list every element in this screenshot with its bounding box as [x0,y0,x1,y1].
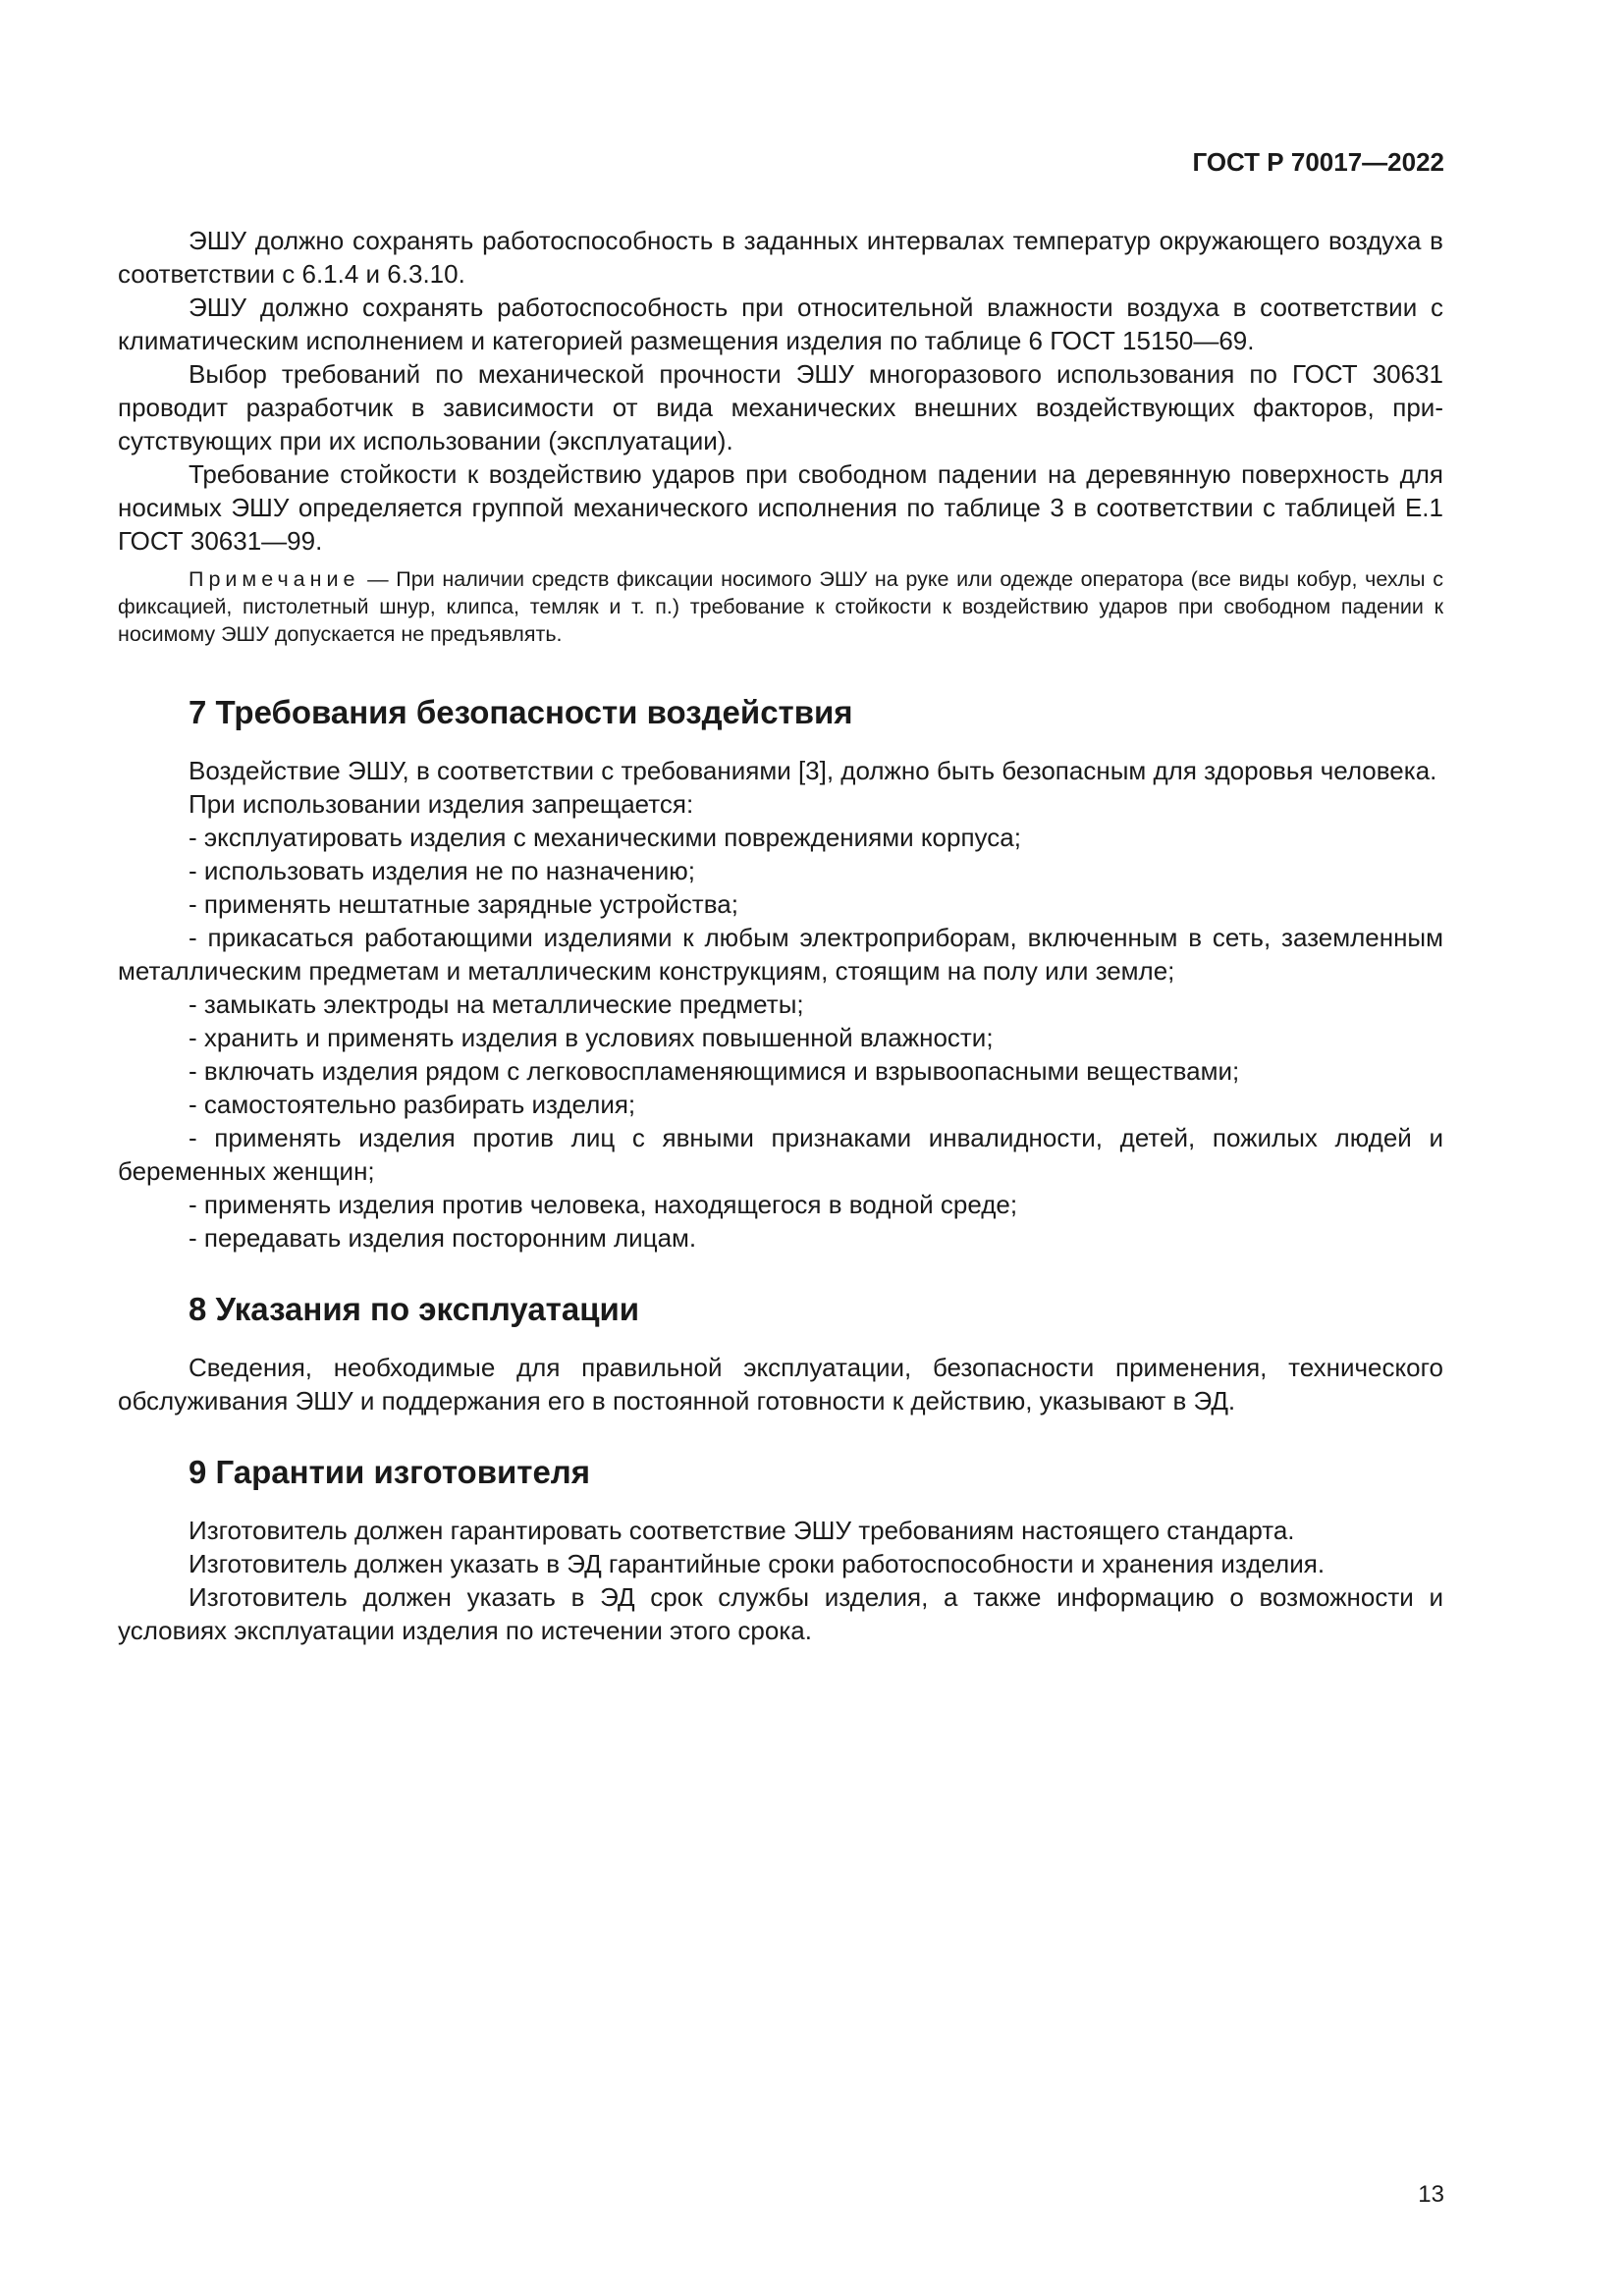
page-number: 13 [1418,2181,1444,2208]
paragraph: Изготовитель должен указать в ЭД срок службы изделия, а также информацию о возможности и условиях эксплуатации изделия по истечении этого срока. [118,1582,1443,1645]
paragraph: Воздействие ЭШУ, в соответствии с требованиями [3], должно быть безопасным для здоровья человека. [189,756,1437,785]
list-item: - применять изделия против человека, находящегося в водной среде; [189,1190,1018,1219]
paragraph: Выбор требований по механической прочности ЭШУ многоразового использования по ГОСТ 30631 проводит разработчик в зависимости от вида механических внешних воздействующих факторов, присутствующих при их использовании (эксплуатации). [118,359,1443,455]
paragraph: Сведения, необходимые для правильной эксплуатации, безопасности применения, технического обслуживания ЭШУ и поддержания его в постоянной готовности к действию, указывают в ЭД. [118,1353,1443,1415]
note-label: Примечание [189,567,360,591]
paragraph: Изготовитель должен гарантировать соответствие ЭШУ требованиям настоящего стандарта. [189,1516,1295,1545]
list-item: - применять нештатные зарядные устройства; [189,889,738,919]
note [118,565,1443,648]
list-item: - использовать изделия не по назначению; [189,856,696,885]
paragraph: ЭШУ должно сохранять работоспособность при относительной влажности воздуха в соответствии с климатическим исполнением и категорией размещения изделия по таблице 6 ГОСТ 15150—69. [118,293,1443,355]
list-item: - самостоятельно разбирать изделия; [189,1090,636,1119]
paragraph: ЭШУ должно сохранять работоспособность в заданных интервалах температур окружающего воздуха в соответствии с 6.1.4 и 6.3.10. [118,226,1443,289]
list-item: - замыкать электроды на металлические предметы; [189,989,804,1019]
list-item: - применять изделия против лиц с явными признаками инвалидности, детей, пожилых людей и беременных женщин; [118,1123,1443,1186]
document-id-header: ГОСТ Р 70017—2022 [1192,147,1444,177]
note-text: — При наличии средств фиксации носимого ЭШУ на руке или одежде оператора (все виды кобур, чехлы с фиксацией, пистолетный шнур, клипса, темляк и т. п.) требование к стойкости к воздействию ударов при свободном падении к носимому ЭШУ допускается не предъявлять. [118,567,1443,646]
paragraph: При использовании изделия запрещается: [189,789,694,819]
paragraph: Изготовитель должен указать в ЭД гарантийные сроки работоспособности и хранения изделия. [189,1549,1326,1578]
list-item: - прикасаться работающими изделиями к любым электроприборам, включенным в сеть, заземленным металлическим предметам и металлическим конструкциям, стоящим на полу или земле; [118,923,1443,986]
section-9-heading: 9 Гарантии изготовителя [189,1454,591,1490]
section-8-heading: 8 Указания по эксплуатации [189,1291,640,1327]
list-item: - включать изделия рядом с легковоспламеняющимися и взрывоопасными веществами; [189,1056,1240,1086]
paragraph: Требование стойкости к воздействию ударов при свободном падении на деревянную поверхность для носимых ЭШУ определяется группой механического исполнения по таблице 3 в соответствии с таблицей Е.1 ГОСТ 30631—99. [118,459,1443,556]
list-item: - эксплуатировать изделия с механическими повреждениями корпуса; [189,823,1021,852]
list-item: - передавать изделия посторонним лицам. [189,1223,697,1253]
section-7-heading: 7 Требования безопасности воздействия [189,694,853,730]
page-body [118,224,1443,1647]
list-item: - хранить и применять изделия в условиях повышенной влажности; [189,1023,994,1052]
